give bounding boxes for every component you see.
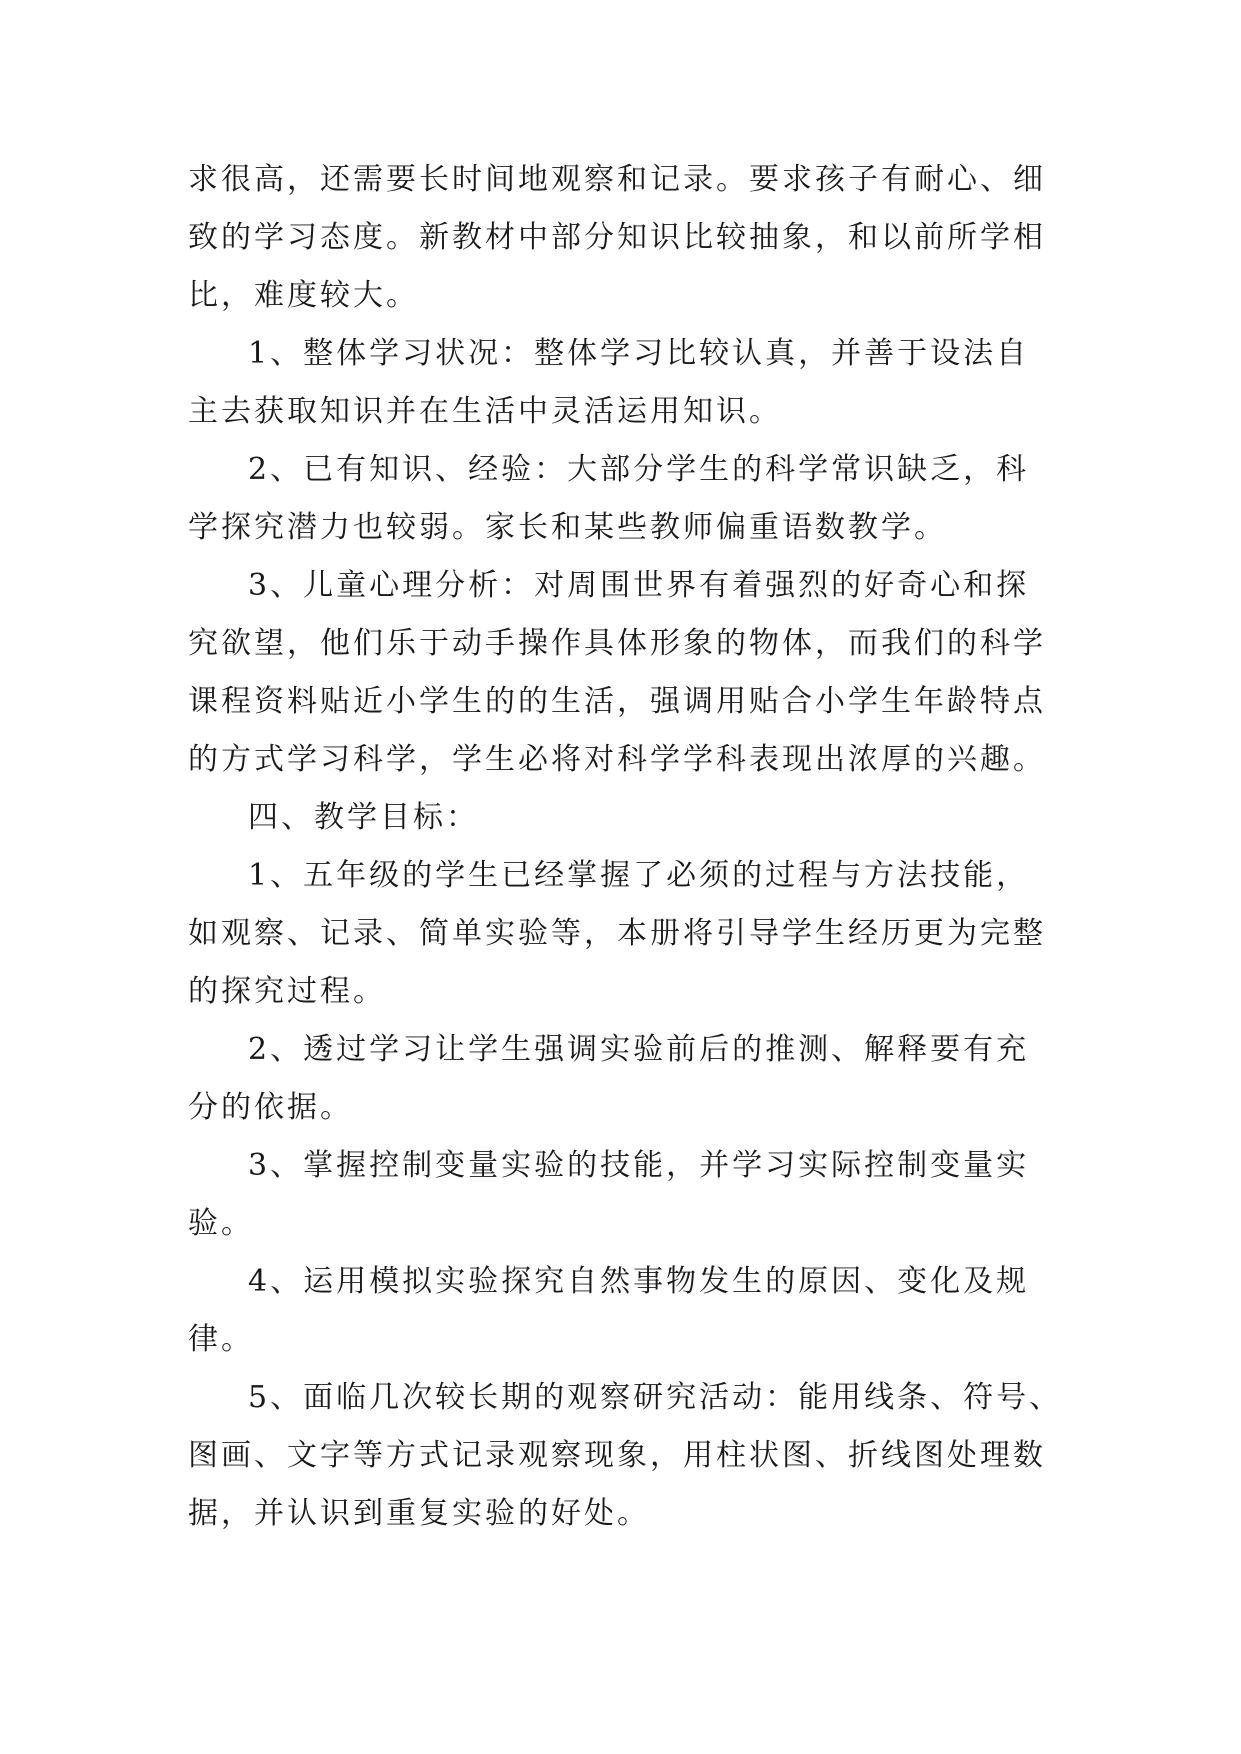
- text-line: 的方式学习科学，学生必将对科学学科表现出浓厚的兴趣。: [188, 742, 1046, 777]
- text-line: 究欲望，他们乐于动手操作具体形象的物体，而我们的科学: [188, 626, 1046, 661]
- text-line: 比，难度较大。: [188, 278, 419, 313]
- text-line: 验。: [188, 1206, 254, 1241]
- text-line: 图画、文字等方式记录观察现象，用柱状图、折线图处理数: [188, 1438, 1046, 1473]
- paragraph-start-line: 3、儿童心理分析：对周围世界有着强烈的好奇心和探: [248, 568, 1030, 603]
- text-line: 致的学习态度。新教材中部分知识比较抽象，和以前所学相: [188, 220, 1046, 255]
- paragraph-start-line: 4、运用模拟实验探究自然事物发生的原因、变化及规: [248, 1264, 1030, 1299]
- text-line: 求很高，还需要长时间地观察和记录。要求孩子有耐心、细: [188, 162, 1046, 197]
- text-line: 据，并认识到重复实验的好处。: [188, 1496, 650, 1531]
- paragraph-start-line: 1、整体学习状况：整体学习比较认真，并善于设法自: [248, 336, 1030, 371]
- paragraph-start-line: 2、透过学习让学生强调实验前后的推测、解释要有充: [248, 1032, 1030, 1067]
- text-line: 如观察、记录、简单实验等，本册将引导学生经历更为完整: [188, 916, 1046, 951]
- text-line: 分的依据。: [188, 1090, 353, 1125]
- paragraph-start-line: 5、面临几次较长期的观察研究活动：能用线条、符号、: [248, 1380, 1063, 1415]
- text-line: 律。: [188, 1322, 254, 1357]
- paragraph-start-line: 1、五年级的学生已经掌握了必须的过程与方法技能，: [248, 858, 1030, 893]
- text-line: 主去获取知识并在生活中灵活运用知识。: [188, 394, 782, 429]
- paragraph-start-line: 3、掌握控制变量实验的技能，并学习实际控制变量实: [248, 1148, 1030, 1183]
- text-line: 的探究过程。: [188, 974, 386, 1009]
- text-line: 课程资料贴近小学生的的生活，强调用贴合小学生年龄特点: [188, 684, 1046, 719]
- paragraph-start-line: 2、已有知识、经验：大部分学生的科学常识缺乏，科: [248, 452, 1030, 487]
- section-heading: 四、教学目标：: [248, 800, 479, 835]
- text-line: 学探究潜力也较弱。家长和某些教师偏重语数教学。: [188, 510, 947, 545]
